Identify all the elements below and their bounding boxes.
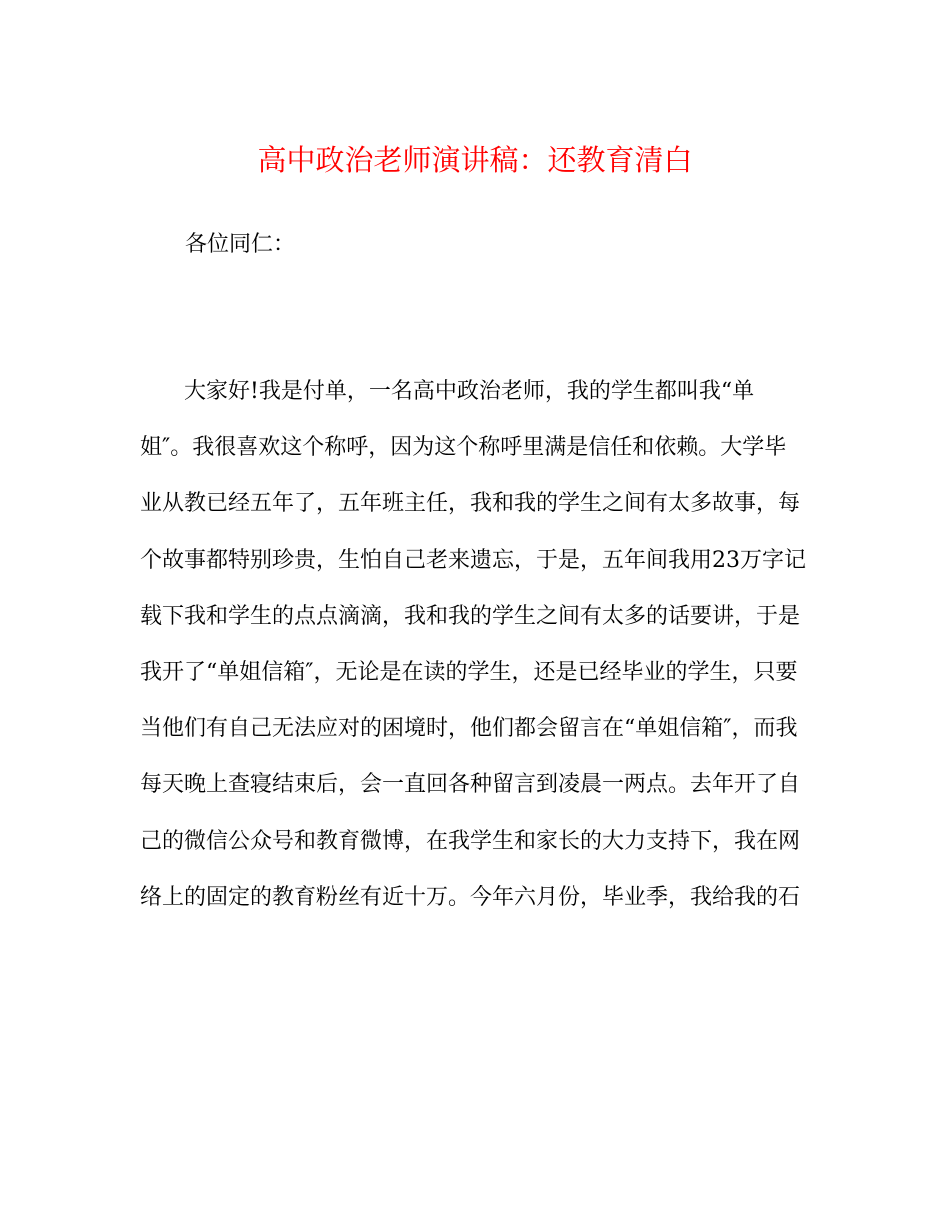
paragraph-line: 己的微信公众号和教育微博，在我学生和家长的大力支持下，我在网 xyxy=(140,828,801,854)
document-title: 高中政治老师演讲稿：还教育清白 xyxy=(257,143,693,177)
speech-body xyxy=(140,370,820,932)
paragraph-line: 当他们有自己无法应对的困境时，他们都会留言在“单姐信箱″，而我 xyxy=(140,716,798,742)
paragraph-line: 络上的固定的教育粉丝有近十万。今年六月份，毕业季，我给我的石 xyxy=(140,884,801,910)
paragraph-line: 每天晚上查寝结束后，会一直回各种留言到凌晨一两点。去年开了自 xyxy=(140,772,801,798)
paragraph-line: 个故事都特别珍贵，生怕自己老来遗忘，于是，五年间我用23万字记 xyxy=(140,547,806,573)
greeting-text: 各位同仁： xyxy=(185,232,296,257)
paragraph-line: 我开了“单姐信箱″，无论是在读的学生，还是已经毕业的学生，只要 xyxy=(140,659,798,685)
paragraph-line: 姐″。我很喜欢这个称呼，因为这个称呼里满是信任和依赖。大学毕 xyxy=(140,435,787,461)
paragraph-line: 业从教已经五年了，五年班主任，我和我的学生之间有太多故事，每 xyxy=(140,491,801,517)
paragraph-line: 大家好!我是付单，一名高中政治老师，我的学生都叫我“单 xyxy=(184,379,755,404)
paragraph-line: 载下我和学生的点点滴滴，我和我的学生之间有太多的话要讲，于是 xyxy=(140,603,801,629)
